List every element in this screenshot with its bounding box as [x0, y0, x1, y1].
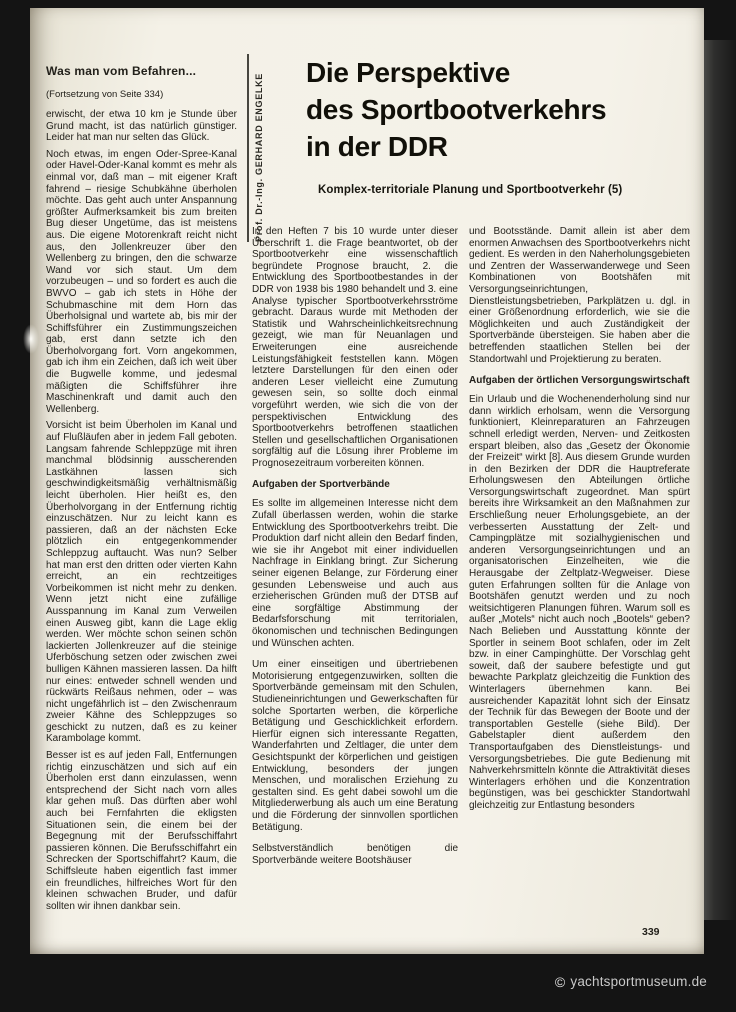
author-byline: Prof. Dr.-Ing. GERHARD ENGELKE — [254, 72, 264, 242]
main-article-subtitle: Komplex-territoriale Planung und Sportbootverkehr (5) — [318, 184, 623, 196]
magazine-page — [30, 8, 704, 954]
article-paragraph: Selbstverständlich benötigen die Sportverbände weitere Bootshäuser — [252, 843, 458, 866]
left-article-paragraph: Vorsicht ist beim Überholen im Kanal und auf Flußläufen aber in jedem Fall geboten. Langsam fahrende Schleppzüge mit ihren manchmal blödsinnig ausscherenden Lastkähnen lassen sich geschwindigkeitsmäßig verhältnismäßig leicht überholen. Hier heißt es, den Überholvorgang in der Entfernung richtig einzuschätzen. Nur zu leicht kann es passieren, daß an der nächsten Ecke plötzlich ein entgegenkommender Schleppzug auftaucht. Was nun? Selber hat man erst den dritten oder vierten Kahn erreicht, an ein rechtzeitiges Vorbeikommen ist nicht mehr zu denken. Wenn jetzt nicht eine zufällige Ausspannung im Kanal zum Verweilen einen Ausweg gibt, kann die Lage eklig werden. Wer möchte schon seinen schön lackierten Jollenkreuzer auf die steinige Uferböschung setzen oder zwischen zwei bulligen Kähnen massieren lassen. Da hilft nur eines: entweder schnell wenden und rückwärts Reißaus nehmen, oder – was nicht ungefährlich ist – den Zwischenraum zweier Kähne des Schleppzuges so geschickt zu nutzen, daß es zu keiner Karambolage kommt. — [46, 420, 237, 745]
main-article-header — [306, 54, 690, 165]
copyright-icon: © — [554, 973, 566, 990]
left-article-paragraph: erwischt, der etwa 10 km je Stunde über Grund macht, ist das natürlich günstiger. Leider hat man nur selten das Glück. — [46, 109, 237, 144]
article-column-2 — [469, 226, 690, 876]
scan-artifact — [23, 324, 39, 354]
title-line: Die Perspektive — [306, 57, 511, 88]
section-heading: Aufgaben der Sportverbände — [252, 479, 390, 491]
article-paragraph: Es sollte im allgemeinen Interesse nicht dem Zufall überlassen werden, wohin die starke Entwicklung des Sportbootverkehrs treibt. Die Produktion darf nicht allein den Bedarf finden, wie sie ihr Angebot mit einer individuellen Nachfrage in Einklang bringt. Zur Sicherung seiner eigenen Belange, zur Förderung einer gesunden Lebensweise und auch aus erzieherischen Gründen muß der DTSB auf eine sorgfältige Abstimmung der Bedarfsforschung mit territorialen, ökonomischen und technischen Bedingungen und Wünschen achten. — [252, 498, 458, 649]
left-article — [46, 64, 237, 917]
main-article-body — [252, 226, 690, 876]
title-line: in der DDR — [306, 131, 448, 162]
main-article-title — [306, 54, 690, 165]
title-line: des Sportbootverkehrs — [306, 94, 607, 125]
article-paragraph: und Bootsstände. Damit allein ist aber dem enormen Anwachsen des Sportbootverkehrs nicht gedient. Es werden in den Naherholungsgebieten und Zentren der Wasserwanderwege und Seen Kombinationen von Bootshäfen mit Versorgungseinrichtungen, Dienstleistungsbetrieben, Parkplätzen u. dgl. in einer Größenordnung erforderlich, wie sie die Möglichkeiten und auch Zuständigkeit der Sportverbände übersteigen. Sie haben aber die betreffenden staatlichen Stellen bei der Standortwahl und Projektierung zu beraten. — [469, 226, 690, 365]
watermark-text: yachtsportmuseum.de — [570, 974, 707, 989]
watermark — [555, 974, 707, 989]
left-article-paragraph: Noch etwas, im engen Oder-Spree-Kanal oder Havel-Oder-Kanal kommt es mehr als einmal vor, daß man – mit eigener Kraft fahrend – riesige Schubkähne überholen möchte. Das geht auch unter Anspannung größter Aufmerksamkeit bis zum breiten Bug dieser Ungetüme, das ist meistens aus. Die eigene Motorenkraft reicht nicht aus, den Jollenkreuzer über den Wellenberg zu bringen, den die schwarze Wand vor sich staut. Um dem vorzubeugen – und so fordert es auch die BWVO – gab ich stets in Höhe der Schubmaschine mit dem Horn das Überholsignal und wartete ab, bis mir der Schiffsführer ein Zustimmungszeichen gab, erst dann setzte ich den Überholvorgang fort. Vorn angekommen, gab ich ihm ein Zeichen, daß ich weit über die Bugwelle komme, und jedesmal mäßigten die Schiffsführer ihre Maschinenkraft und damit auch den Wellenberg. — [46, 148, 237, 415]
left-article-paragraph: Besser ist es auf jeden Fall, Entfernungen richtig einzuschätzen und sich auf ein Überholen erst dann einzulassen, wenn entsprechend der Sicht nach vorn alles klar gehen muß. Das dürften aber wohl auch bei Fernfahrten die ekligsten Situationen sein, die einem bei der Begegnung mit der Berufsschiffahrt passieren können. Die Berufsschiffahrt ein Schrecken der Sportschiffahrt? Kaum, die Schiffsleute haben eigentlich fast immer ein freundliches, hilfreiches Wort für den kleinen schwachen Bruder, und dafür sollten wir ihnen dankbar sein. — [46, 750, 237, 912]
column-divider — [247, 54, 249, 242]
continuation-note: (Fortsetzung von Seite 334) — [46, 89, 164, 100]
article-column-1 — [252, 226, 458, 876]
section-heading: Aufgaben der örtlichen Versorgungswirtschaft — [469, 375, 690, 387]
article-paragraph: Um einer einseitigen und übertriebenen Motorisierung entgegenzuwirken, sollten die Sportverbände gemeinsam mit den Schulen, Studieneinrichtungen und Gewerkschaften für solche Sportarten werben, die körperliche Betätigung und Geschicklichkeit erfordern. Hierfür eignen sich interessante Regatten, Wanderfahrten und Zeltlager, die unter dem Gesichtspunkt der körperlichen und geistigen Entwicklung, besonders der jungen Menschen, und moralischen Erziehung zu gestalten sind. Es geht dabei sowohl um die Mitgliederwerbung als auch um eine Beratung und die Förderung der sinnvollen sportlichen Betätigung. — [252, 659, 458, 833]
left-article-title: Was man vom Befahren... — [46, 64, 197, 78]
article-paragraph: Ein Urlaub und die Wochenenderholung sind nur dann wirklich erholsam, wenn die Versorgung funktioniert, Kleinreparaturen an Fahrzeugen schnell erledigt werden, Nerven- und Zeitkosten erspart bleiben, also das „Gesetz der Ökonomie der Freizeit“ wirkt [8]. Aus diesem Grunde wurden in den Bezirken der DDR die Hauptreferate Erholungswesen den Abteilungen örtliche Versorgungswirtschaft zugeordnet. Man spürt bereits ihre Wirksamkeit an den Maßnahmen zur Erschließung neuer Erholungsgebiete, an der verbesserten Ausstattung der Zelt- und Campingplätze mit sozialhygienischen und anderen Versorgungseinrichtungen und an organisatorischen Einzelheiten, wie die Herausgabe der Zeltplatz-Wegweiser. Diese guten Erfahrungen sollten für die Anlage von Bootshäfen genutzt werden und zu noch weitsichtigeren Planungen führen. Warum soll es außer „Motels“ nicht auch noch „Bootels“ geben? Nach Belieben und Ausstattung könnte der Sportler in seinem Boot schlafen, oder im Zelt bzw. in einer Campinghütte. Der Vorschlag geht soweit, daß der saubere befestigte und gut bewachte Parkplatz gleichzeitig die Funktion des Winterlagers übernehmen kann. Bei ausreichender Kapazität lohnt sich der Einsatz der Technik für das Bewegen der Boote und der transportablen Gestelle (siehe Bild). Der Gabelstapler dient außerdem den Transportaufgaben des Dienstleistungs- und Versorgungsbetriebes. Die gute Bedienung mit Nahverkehrsmitteln könnte die Attraktivität dieses Winterlagers erhöhen und die Konzentration begünstigen, was bei geschickter Standortwahl gleichzeitig zur Entlastung besonders — [469, 394, 690, 811]
page-number: 339 — [642, 926, 660, 938]
scan-edge-shadow — [702, 40, 736, 920]
article-paragraph: In den Heften 7 bis 10 wurde unter dieser Überschrift 1. die Frage beantwortet, ob der Sportbootverkehr eine wissenschaftlich begründete Prognose braucht, 2. die Entwicklung des Sportbootbestandes in der DDR von 1938 bis 1980 behandelt und 3. eine Analyse typischer Sportbootverkehrsströme gebracht. Daraus wurde mit Methoden der Statistik und Wahrscheinlichkeitsrechnung gezeigt, wie man für Neuanlagen und Erweiterungen eine ausreichende Leistungsfähigkeit feststellen kann. Mögen letztere Darstellungen für den einen oder anderen Leser vielleicht eine Zumutung gewesen sein, so sollte doch einmal vorgeführt werden, wie sich die von der perspektivischen Entwicklung des Sportbootverkehrs betroffenen staatlichen Stellen und gesellschaftlichen Organisationen sorgfältig auf die Lösung ihrer Probleme im Prognosezeitraum vorbereiten können. — [252, 226, 458, 469]
